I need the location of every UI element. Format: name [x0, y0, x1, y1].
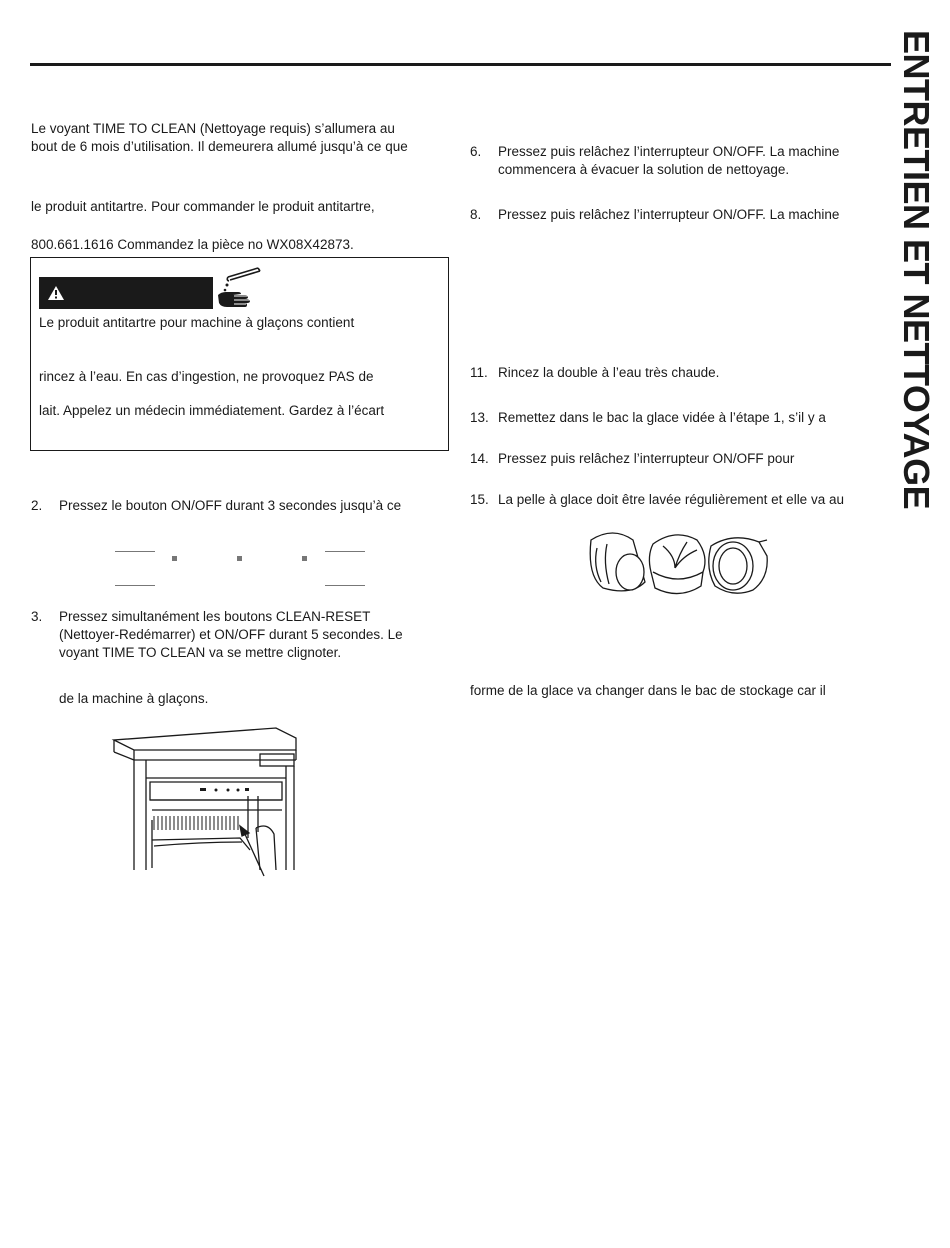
step-2-number: 2. [31, 498, 43, 513]
display-segment-bottom-left [115, 585, 155, 586]
warning-triangle-icon [44, 277, 68, 309]
step-13-text: Remettez dans le bac la glace vidée à l’étape 1, s’il y a [498, 410, 826, 425]
indicator-dot-2 [237, 556, 242, 561]
step-15-number: 15. [470, 492, 489, 507]
step-2-text: Pressez le bouton ON/OFF durant 3 secondes jusqu’à ce [59, 498, 402, 513]
step-14-number: 14. [470, 451, 489, 466]
step-8-number: 8. [470, 207, 482, 222]
step-15-text: La pelle à glace doit être lavée régulièrement et elle va au [498, 492, 844, 507]
ice-cubes-illustration [583, 526, 773, 604]
step-13-number: 13. [470, 410, 489, 425]
warning-line-1: Le produit antitartre pour machine à glaçons contient [39, 315, 355, 330]
step-6-line-1: Pressez puis relâchez l’interrupteur ON/OFF. La machine [498, 144, 840, 159]
step-3-line-2: (Nettoyer-Redémarrer) et ON/OFF durant 5 secondes. Le [59, 627, 403, 642]
ice-machine-illustration [110, 720, 300, 880]
step-14-text: Pressez puis relâchez l’interrupteur ON/OFF pour [498, 451, 795, 466]
step-11-number: 11. [470, 365, 488, 380]
intro-line-4: 800.661.1616 Commandez la pièce no WX08X42873. [31, 237, 354, 252]
bottom-text: forme de la glace va changer dans le bac de stockage car il [470, 683, 826, 698]
intro-line-2: bout de 6 mois d’utilisation. Il demeurera allumé jusqu’à ce que [31, 139, 408, 154]
warning-header-bar [39, 277, 213, 309]
display-segment-top-right [325, 551, 365, 552]
warning-line-3: lait. Appelez un médecin immédiatement. Gardez à l’écart [39, 403, 385, 418]
display-segment-bottom-right [325, 585, 365, 586]
indicator-dot-1 [172, 556, 177, 561]
step-3-number: 3. [31, 609, 43, 624]
intro-line-3: le produit antitartre. Pour commander le produit antitartre, [31, 199, 375, 214]
section-side-title: ENTRETIEN ET NETTOYAGE [896, 30, 937, 510]
display-segment-top-left [115, 551, 155, 552]
step-6-number: 6. [470, 144, 482, 159]
step-8-text: Pressez puis relâchez l’interrupteur ON/OFF. La machine [498, 207, 840, 222]
indicator-dot-3 [302, 556, 307, 561]
control-panel-display-figure [110, 545, 372, 593]
warning-line-2: rincez à l’eau. En cas d’ingestion, ne provoquez PAS de [39, 369, 374, 384]
header-rule [30, 63, 891, 66]
step-6-line-2: commencera à évacuer la solution de nettoyage. [498, 162, 790, 177]
intro-line-1: Le voyant TIME TO CLEAN (Nettoyage requis) s’allumera au [31, 121, 395, 136]
corrosive-hand-icon [214, 265, 266, 311]
step-3-line-3: voyant TIME TO CLEAN va se mettre clignoter. [59, 645, 342, 660]
step-4-text: de la machine à glaçons. [59, 691, 209, 706]
step-3-line-1: Pressez simultanément les boutons CLEAN-RESET [59, 609, 371, 624]
step-11-text: Rincez la double à l’eau très chaude. [498, 365, 720, 380]
